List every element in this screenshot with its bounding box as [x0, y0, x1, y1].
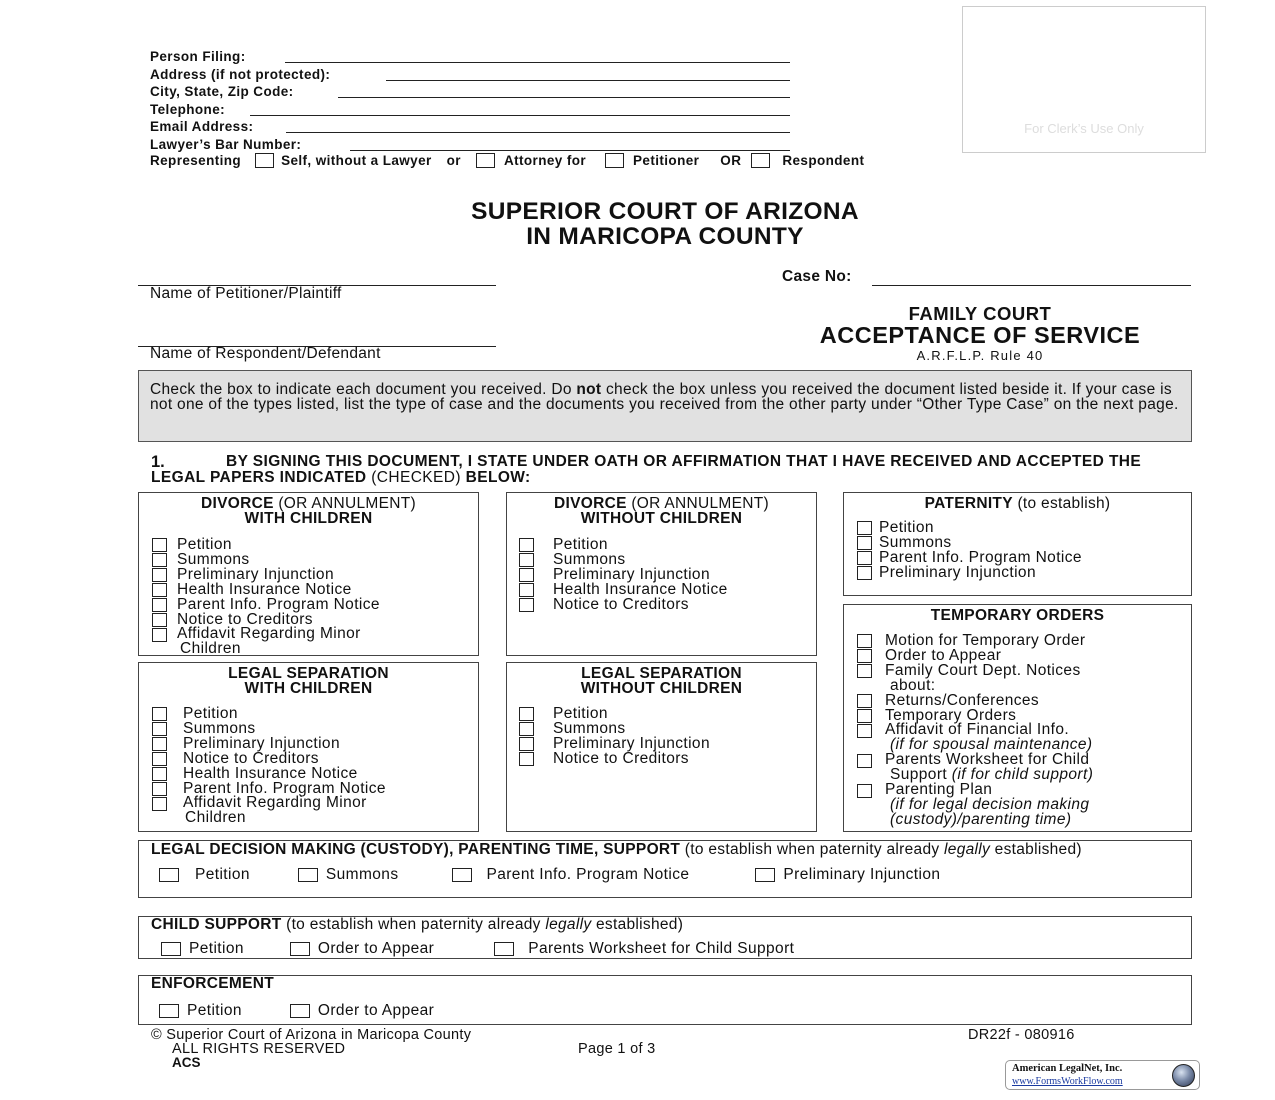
bar-number-input[interactable]: [350, 150, 790, 151]
item-continuation: Children: [180, 640, 241, 658]
checkbox[interactable]: [857, 754, 872, 768]
child-worksheet-checkbox[interactable]: [494, 942, 514, 956]
checkbox[interactable]: [857, 634, 872, 648]
or-label: or: [446, 153, 461, 168]
list-item[interactable]: [519, 595, 816, 613]
sep-without-title-b: WITHOUT CHILDREN: [580, 680, 743, 697]
ldm-title-a: LEGAL DECISION MAKING (CUSTODY), PARENTING TIME, SUPPORT: [151, 841, 681, 858]
checkbox[interactable]: [857, 536, 872, 550]
checkbox[interactable]: [519, 583, 534, 597]
petitioner-label: Petitioner: [633, 153, 700, 168]
item-label: Family Court Dept. Notices: [885, 661, 1081, 679]
item-label: Petition: [553, 536, 608, 553]
self-checkbox[interactable]: [255, 153, 274, 168]
paternity-box: [843, 492, 1192, 596]
legal-separation-with-children-box: [138, 662, 479, 832]
rule-label: A.R.F.L.P. Rule 40: [916, 348, 1044, 363]
item-continuation: Children: [185, 809, 246, 827]
temporary-orders-title: [844, 608, 1191, 623]
item-label: Affidavit Regarding Minor: [183, 794, 367, 812]
clerk-use-box: [962, 6, 1206, 153]
checkbox[interactable]: [152, 782, 167, 796]
enforcement-box: [138, 975, 1192, 1025]
item-label: Parent Info. Program Notice: [879, 548, 1082, 566]
checkbox[interactable]: [519, 752, 534, 766]
checkbox[interactable]: [857, 521, 872, 535]
ldm-injunction-checkbox[interactable]: [755, 868, 775, 882]
divorce-without-title-c: WITHOUT CHILDREN: [580, 510, 743, 527]
worksheet-note: (if for child support): [951, 766, 1094, 784]
city-state-zip-input[interactable]: [338, 97, 790, 98]
item-label: Preliminary Injunction: [553, 565, 710, 583]
paternity-title-b: (to establish): [1012, 495, 1111, 512]
item-label: Summons: [879, 533, 952, 551]
or-label-2: OR: [720, 153, 742, 168]
ldm-petition-checkbox[interactable]: [159, 868, 179, 882]
divorce-with-title-a: DIVORCE: [200, 495, 274, 512]
legal-decision-making-box: [138, 840, 1192, 898]
telephone-label: Telephone:: [150, 101, 226, 117]
self-label: Self, without a Lawyer: [281, 153, 432, 168]
person-filing-label: Person Filing:: [150, 49, 246, 64]
checkbox[interactable]: [152, 722, 167, 736]
child-petition-checkbox[interactable]: [161, 942, 181, 956]
child-support-title-a: CHILD SUPPORT: [151, 916, 282, 933]
paternity-title-a: PATERNITY: [924, 495, 1013, 512]
petitioner-checkbox[interactable]: [605, 153, 624, 168]
item-note: (if for legal decision making: [890, 795, 1090, 813]
divorce-without-children-box: [506, 492, 817, 656]
bar-number-label: Lawyer’s Bar Number:: [150, 136, 302, 152]
publisher-url[interactable]: www.FormsWorkFlow.com: [1012, 1076, 1123, 1087]
footer-acs: ACS: [172, 1055, 201, 1070]
city-state-zip-label: City, State, Zip Code:: [150, 84, 294, 99]
form-title: [780, 303, 1180, 365]
child-order-label: Order to Appear: [317, 940, 435, 957]
ldm-summons-checkbox[interactable]: [298, 868, 318, 882]
checkbox[interactable]: [152, 613, 167, 627]
item-label: Returns/Conferences: [885, 691, 1040, 709]
child-worksheet-label: Parents Worksheet for Child Support: [528, 940, 795, 957]
checkbox[interactable]: [857, 694, 872, 708]
child-support-title-c: legally: [545, 916, 592, 933]
attorney-label: Attorney for: [503, 153, 587, 168]
child-support-box: [138, 916, 1192, 959]
checkbox[interactable]: [519, 568, 534, 582]
email-input[interactable]: [286, 132, 790, 133]
filer-fields: [150, 49, 790, 154]
globe-icon: [1172, 1064, 1195, 1087]
footer-copyright: © Superior Court of Arizona in Maricopa County: [151, 1027, 472, 1043]
item-label: Summons: [553, 550, 626, 568]
ldm-injunction-label: Preliminary Injunction: [783, 865, 941, 883]
item-label: Parent Info. Program Notice: [177, 595, 380, 613]
item-label: Affidavit Regarding Minor: [177, 625, 361, 643]
checkbox[interactable]: [857, 724, 872, 738]
item-label: Petition: [879, 519, 934, 536]
checkbox[interactable]: [857, 566, 872, 580]
enforce-order-label: Order to Appear: [317, 1002, 435, 1019]
item-label: Petition: [177, 536, 232, 553]
instructions-box: [138, 370, 1192, 442]
item-label: Temporary Orders: [885, 706, 1017, 724]
ldm-title-b: (to establish when paternity already: [680, 841, 945, 858]
item-label: Health Insurance Notice: [553, 580, 728, 598]
item-label: Preliminary Injunction: [183, 734, 340, 752]
item-label: Notice to Creditors: [553, 595, 689, 613]
court-title-line1: SUPERIOR COURT OF ARIZONA: [471, 198, 859, 225]
representing-label: Representing: [150, 153, 242, 168]
item-label: Notice to Creditors: [183, 749, 319, 767]
attorney-checkbox[interactable]: [476, 153, 495, 168]
family-court-label: FAMILY COURT: [908, 303, 1052, 324]
child-support-title: [151, 917, 1179, 933]
paternity-title: [844, 496, 1191, 511]
case-number-input[interactable]: [872, 285, 1191, 286]
footer-rights: ALL RIGHTS RESERVED: [172, 1041, 346, 1057]
divorce-with-title: [139, 496, 478, 526]
case-number-label: Case No:: [782, 268, 852, 285]
item-label: Parenting Plan: [885, 781, 993, 799]
item-label: Health Insurance Notice: [183, 764, 358, 782]
address-label: Address (if not protected):: [150, 66, 331, 82]
respondent-label: Respondent: [782, 153, 865, 168]
oath-text-a: BY SIGNING THIS DOCUMENT, I STATE UNDER OATH OR AFFIRMATION THAT I HAVE RECEIVED AND ACCEPTED THE LEGAL PAPERS INDICATED: [151, 453, 1142, 486]
checkbox[interactable]: [857, 649, 872, 663]
checkbox[interactable]: [519, 598, 534, 612]
divorce-with-children-box: [138, 492, 479, 656]
child-support-title-b: (to establish when paternity already: [281, 916, 546, 933]
form-number: DR22f - 080916: [968, 1027, 1075, 1043]
instructions-emphasis: not: [576, 381, 602, 398]
sep-without-title-a: LEGAL SEPARATION: [581, 665, 742, 682]
instructions-text-a: Check the box to indicate each document you received. Do: [150, 381, 577, 398]
sep-with-title-a: LEGAL SEPARATION: [228, 665, 389, 682]
item-label: Petition: [553, 705, 608, 722]
item-label: Preliminary Injunction: [177, 565, 334, 583]
legal-separation-without-children-box: [506, 662, 817, 832]
item-label: Health Insurance Notice: [177, 580, 352, 598]
telephone-input[interactable]: [250, 115, 790, 116]
checkbox[interactable]: [519, 737, 534, 751]
page-number: Page 1 of 3: [578, 1041, 656, 1057]
item-continuation: about:: [890, 676, 936, 694]
divorce-without-title-b: (OR ANNULMENT): [626, 495, 770, 512]
item-label: Summons: [177, 550, 250, 568]
divorce-without-title-a: DIVORCE: [553, 495, 627, 512]
ldm-parent-info-checkbox[interactable]: [452, 868, 472, 882]
checkbox[interactable]: [857, 664, 872, 678]
email-label: Email Address:: [150, 119, 254, 134]
item-label: Notice to Creditors: [177, 610, 313, 628]
item-note: (custody)/parenting time): [890, 810, 1072, 828]
child-petition-label: Petition: [189, 940, 244, 957]
sep-with-title: [139, 666, 478, 696]
publisher-logo: [1005, 1060, 1200, 1090]
ldm-title-d: established): [990, 841, 1082, 858]
list-item[interactable]: [857, 563, 1191, 581]
checkbox[interactable]: [152, 538, 167, 552]
item-note: (if for spousal maintenance): [890, 736, 1093, 754]
list-item[interactable]: [519, 749, 816, 767]
checkbox[interactable]: [519, 707, 534, 721]
item-label: Parents Worksheet for Child: [885, 751, 1090, 769]
ldm-summons-label: Summons: [325, 865, 399, 883]
court-title: [300, 199, 1030, 249]
checkbox[interactable]: [152, 797, 167, 811]
checkbox[interactable]: [152, 583, 167, 597]
checkbox[interactable]: [519, 538, 534, 552]
enforce-petition-label: Petition: [187, 1002, 242, 1019]
checkbox[interactable]: [152, 752, 167, 766]
representing-row: [150, 153, 1030, 168]
sep-with-title-b: WITH CHILDREN: [244, 680, 373, 697]
temporary-orders-title-text: TEMPORARY ORDERS: [930, 607, 1105, 624]
checkbox[interactable]: [152, 568, 167, 582]
item-label: Order to Appear: [885, 646, 1002, 664]
item-label: Parent Info. Program Notice: [183, 779, 386, 797]
child-support-title-d: established): [591, 916, 684, 933]
divorce-with-title-b: (OR ANNULMENT): [273, 495, 417, 512]
checkbox[interactable]: [152, 707, 167, 721]
checkbox[interactable]: [857, 551, 872, 565]
address-input[interactable]: [386, 80, 790, 81]
ldm-title: [151, 842, 1179, 858]
oath-statement: [151, 454, 1196, 486]
respondent-name-label: Name of Respondent/Defendant: [150, 345, 381, 362]
checkbox[interactable]: [152, 553, 167, 567]
ldm-petition-label: Petition: [195, 865, 250, 883]
oath-text-c: BELOW:: [460, 469, 531, 486]
clerk-use-label: For Clerk’s Use Only: [1024, 121, 1144, 136]
petitioner-name-label: Name of Petitioner/Plaintiff: [150, 285, 342, 302]
item-label: Affidavit of Financial Info.: [885, 721, 1070, 739]
checkbox[interactable]: [857, 784, 872, 798]
divorce-with-title-c: WITH CHILDREN: [244, 510, 373, 527]
court-title-line2: IN MARICOPA COUNTY: [526, 223, 804, 250]
publisher-name: American LegalNet, Inc.: [1012, 1063, 1123, 1074]
person-filing-input[interactable]: [285, 62, 790, 63]
oath-text-b: (CHECKED): [371, 469, 461, 486]
enforce-order-checkbox[interactable]: [290, 1004, 310, 1018]
acceptance-title: ACCEPTANCE OF SERVICE: [819, 322, 1141, 348]
divorce-without-title: [507, 496, 816, 526]
item-label: Preliminary Injunction: [879, 563, 1036, 581]
item-label: Motion for Temporary Order: [885, 632, 1086, 649]
checkbox[interactable]: [519, 722, 534, 736]
ldm-title-c: legally: [944, 841, 991, 858]
checkbox[interactable]: [152, 737, 167, 751]
item-label: Summons: [553, 719, 626, 737]
section-number: 1.: [151, 453, 165, 471]
worksheet-support-label: Support: [890, 766, 952, 784]
item-label: Notice to Creditors: [553, 749, 689, 767]
checkbox[interactable]: [857, 709, 872, 723]
respondent-checkbox[interactable]: [751, 153, 770, 168]
sep-without-title: [507, 666, 816, 696]
enforce-petition-checkbox[interactable]: [159, 1004, 179, 1018]
ldm-parent-info-label: Parent Info. Program Notice: [486, 865, 690, 883]
child-order-checkbox[interactable]: [290, 942, 310, 956]
item-label: Petition: [183, 705, 238, 722]
checkbox[interactable]: [152, 628, 167, 642]
enforcement-title: ENFORCEMENT: [151, 975, 274, 992]
instructions-text-c: check the box unless you received the document listed beside it. If your case is not one of the types listed, list the type of case and the documents you received from the other party under “Other Type Case” on the next page.: [150, 381, 1179, 413]
temporary-orders-box: [843, 604, 1192, 832]
item-label: Summons: [183, 719, 256, 737]
checkbox[interactable]: [152, 767, 167, 781]
item-label: Preliminary Injunction: [553, 734, 710, 752]
checkbox[interactable]: [519, 553, 534, 567]
checkbox[interactable]: [152, 598, 167, 612]
